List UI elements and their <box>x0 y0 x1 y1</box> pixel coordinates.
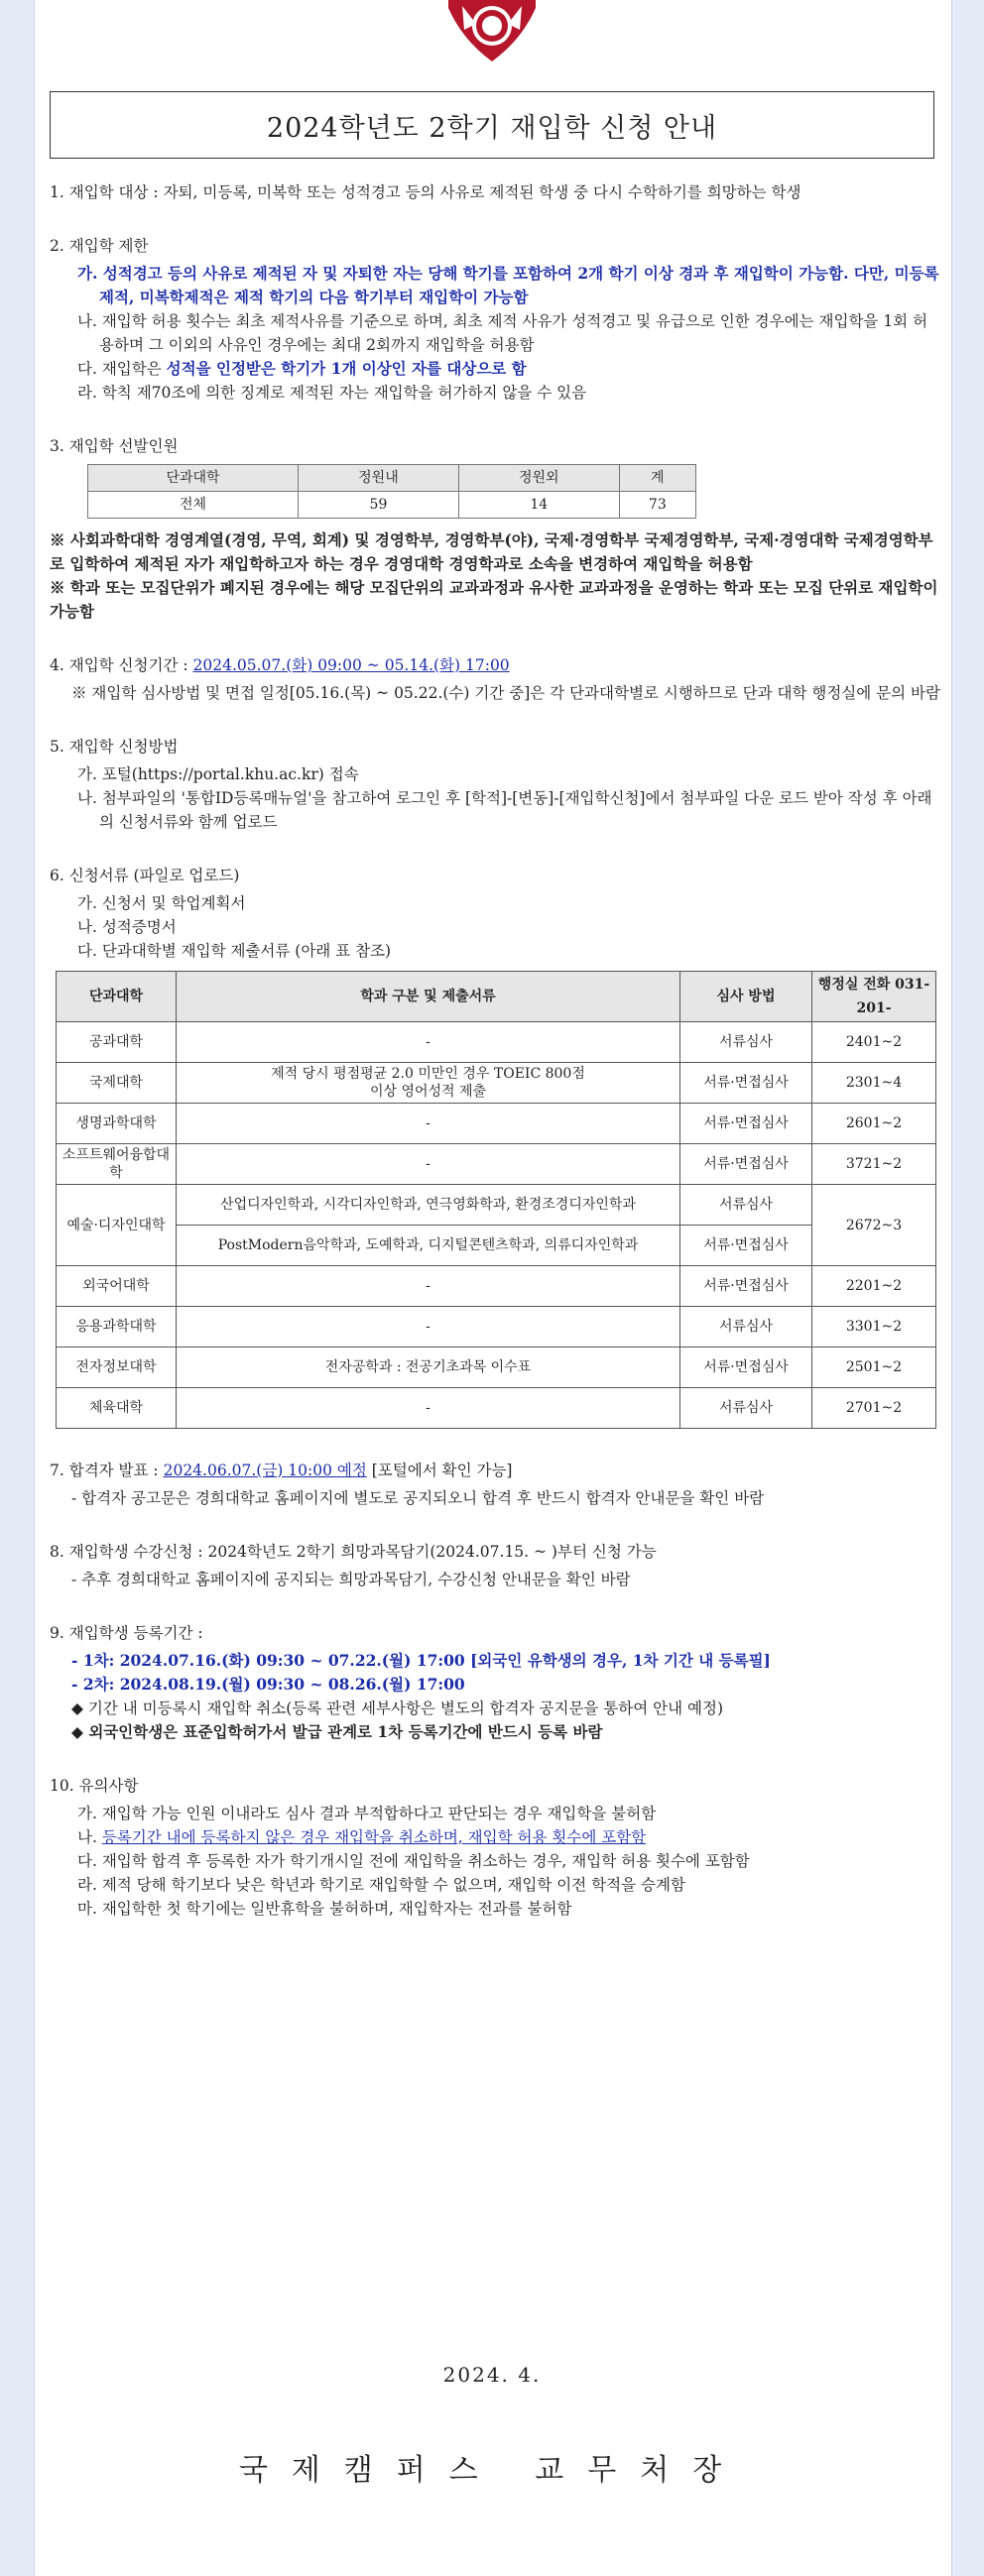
docs-cell-method: 서류·면접심사 <box>680 1063 812 1104</box>
docs-cell-dept: PostModern음악학과, 도예학과, 디지털콘텐츠학과, 의류디자인학과 <box>177 1226 680 1266</box>
table-row <box>88 492 696 519</box>
quota-table <box>87 464 696 519</box>
docs-cell-dept: 전자공학과 : 전공기초과목 이수표 <box>177 1347 680 1388</box>
docs-cell-method: 서류심사 <box>680 1185 812 1226</box>
docs-cell-phone: 2501~2 <box>812 1347 936 1388</box>
section-2-item-d: 라. 학칙 제70조에 의한 징계로 제적된 자는 재입학을 허가하지 않을 수 있음 <box>77 384 587 402</box>
section-1 <box>50 180 940 204</box>
section-3-title: 3. 재입학 선발인원 <box>50 437 179 455</box>
quota-header-total: 계 <box>619 465 695 492</box>
docs-cell-method: 서류·면접심사 <box>680 1144 812 1185</box>
quota-header-in: 정원내 <box>299 465 459 492</box>
quota-header-out: 정원외 <box>458 465 619 492</box>
docs-cell-method: 서류·면접심사 <box>680 1104 812 1144</box>
section-9 <box>50 1621 940 1744</box>
section-10-item-b-emphasis: 등록기간 내에 등록하지 않은 경우 재입학을 취소하며, 재입학 허용 횟수에 포함함 <box>101 1828 647 1846</box>
section-8 <box>50 1540 940 1591</box>
docs-cell-dept: 산업디자인학과, 시각디자인학과, 연극영화학과, 환경조경디자인학과 <box>177 1185 680 1226</box>
section-10-item-e: 마. 재입학한 첫 학기에는 일반휴학을 불허하며, 재입학자는 전과를 불허함 <box>77 1900 572 1918</box>
docs-cell-college: 외국어대학 <box>57 1266 177 1307</box>
section-2-item-c-emphasis: 성적을 인정받은 학기가 1개 이상인 자를 대상으로 함 <box>166 359 527 378</box>
table-row <box>57 1063 936 1104</box>
section-7-title-suffix: [포털에서 확인 가능] <box>366 1462 513 1479</box>
section-4 <box>50 653 940 705</box>
section-5-item-b: 나. 첨부파일의 '통합ID등록매뉴얼'을 참고하여 로그인 후 [학적]-[변동]-[재입학신청]에서 첨부파일 다운 로드 받아 작성 후 아래의 신청서류와 함께 업로드 <box>77 789 932 831</box>
docs-cell-college: 생명과학대학 <box>57 1104 177 1144</box>
section-4-note: ※ 재입학 심사방법 및 면접 일정[05.16.(목) ~ 05.22.(수) 기간 중]은 각 단과대학별로 시행하므로 단과 대학 행정실에 문의 바람 <box>71 684 940 702</box>
section-10-item-b-prefix: 나. <box>77 1828 102 1846</box>
section-3-note-2: ※ 학과 또는 모집단위가 폐지된 경우에는 해당 모집단위의 교과과정과 유사한 교과과정을 운영하는 학과 또는 모집 단위로 재입학이 가능함 <box>50 578 938 621</box>
quota-cell-in: 59 <box>299 492 459 519</box>
docs-cell-phone: 3301~2 <box>812 1307 936 1347</box>
quota-cell-total: 73 <box>619 492 695 519</box>
table-row <box>57 1266 936 1307</box>
announcement-date: 2024.06.07.(금) 10:00 예정 <box>163 1462 367 1479</box>
section-1-text: 1. 재입학 대상 : 자퇴, 미등록, 미복학 또는 성적경고 등의 사유로 제적된 학생 중 다시 수학하기를 희망하는 학생 <box>50 183 801 201</box>
docs-header-phone: 행정실 전화 031-201- <box>812 972 936 1022</box>
section-3 <box>50 434 940 624</box>
section-4-title: 4. 재입학 신청기간 : <box>50 656 193 674</box>
section-3-note-1: ※ 사회과학대학 경영계열(경영, 무역, 회계) 및 경영학부, 경영학부(야), 국제·경영학부 국제경영학부, 국제·경영대학 국제경영학부로 입학하여 제적된 자가 재입학하고자 하는 경우 경영대학 경영학과로 소속을 변경하여 재입학을 허용함 <box>50 530 933 573</box>
section-6 <box>50 864 940 1429</box>
section-2-title: 2. 재입학 제한 <box>50 237 149 255</box>
section-8-note: - 추후 경희대학교 홈페이지에 공지되는 희망과목담기, 수강신청 안내문을 확인 바람 <box>71 1571 631 1588</box>
section-6-item-b: 나. 성적증명서 <box>77 918 177 936</box>
section-10-item-c: 다. 재입학 합격 후 등록한 자가 학기개시일 전에 재입학을 취소하는 경우, 재입학 허용 횟수에 포함함 <box>77 1852 750 1870</box>
section-7-title: 7. 합격자 발표 : <box>50 1462 164 1479</box>
section-2-item-c-prefix: 다. 재입학은 <box>77 360 167 378</box>
docs-cell-college: 소프트웨어융합대학 <box>57 1144 177 1185</box>
section-9-note-2: ◆ 외국인학생은 표준입학허가서 발급 관계로 1차 등록기간에 반드시 등록 바람 <box>71 1722 603 1741</box>
quota-cell-out: 14 <box>458 492 619 519</box>
section-10-item-d: 라. 제적 당해 학기보다 낮은 학년과 학기로 재입학할 수 없으며, 재입학 이전 학적을 승계함 <box>77 1876 685 1894</box>
notice-date: 2024. 4. <box>442 2363 542 2387</box>
table-row <box>57 1185 936 1226</box>
docs-cell-method: 서류심사 <box>680 1022 812 1063</box>
quota-cell-college: 전체 <box>88 492 299 519</box>
section-2 <box>50 234 940 405</box>
docs-cell-phone: 2701~2 <box>812 1388 936 1429</box>
section-5 <box>50 735 940 834</box>
docs-cell-dept: - <box>177 1144 680 1185</box>
docs-cell-method: 서류심사 <box>680 1388 812 1429</box>
section-7 <box>50 1459 940 1510</box>
docs-cell-method: 서류·면접심사 <box>680 1266 812 1307</box>
registration-round-1: - 1차: 2024.07.16.(화) 09:30 ~ 07.22.(월) 17:00 [외국인 유학생의 경우, 1차 기간 내 등록필] <box>71 1651 771 1670</box>
docs-cell-method: 서류심사 <box>680 1307 812 1347</box>
docs-header-method: 심사 방법 <box>680 972 812 1022</box>
table-row <box>57 1104 936 1144</box>
table-row <box>57 1347 936 1388</box>
docs-cell-dept: - <box>177 1307 680 1347</box>
university-emblem-icon <box>442 0 542 63</box>
docs-header-dept: 학과 구분 및 제출서류 <box>177 972 680 1022</box>
section-5-title: 5. 재입학 신청방법 <box>50 738 179 756</box>
docs-cell-phone: 3721~2 <box>812 1144 936 1185</box>
section-8-title: 8. 재입학생 수강신청 : 2024학년도 2학기 희망과목담기(2024.07.15. ~ )부터 신청 가능 <box>50 1543 657 1561</box>
docs-cell-college: 예술·디자인대학 <box>57 1185 177 1266</box>
section-2-item-b: 나. 재입학 허용 횟수는 최초 제적사유를 기준으로 하며, 최초 제적 사유가 성적경고 및 유급으로 인한 경우에는 재입학을 1회 허용하며 그 이외의 사유인 경우에는 최대 2회까지 재입학을 허용함 <box>77 312 928 354</box>
docs-cell-phone: 2601~2 <box>812 1104 936 1144</box>
table-row <box>57 1226 936 1266</box>
section-5-item-a: 가. 포털(https://portal.khu.ac.kr) 접속 <box>77 765 359 783</box>
docs-cell-phone: 2301~4 <box>812 1063 936 1104</box>
docs-cell-college: 응용과학대학 <box>57 1307 177 1347</box>
registration-round-2: - 2차: 2024.08.19.(월) 09:30 ~ 08.26.(월) 17:00 <box>71 1675 465 1694</box>
docs-cell-method: 서류·면접심사 <box>680 1226 812 1266</box>
docs-cell-phone: 2401~2 <box>812 1022 936 1063</box>
section-10 <box>50 1774 940 1921</box>
quota-header-college: 단과대학 <box>88 465 299 492</box>
docs-cell-dept: - <box>177 1104 680 1144</box>
docs-cell-dept: - <box>177 1266 680 1307</box>
docs-cell-dept: 제적 당시 평점평균 2.0 미만인 경우 TOEIC 800점 이상 영어성적 제출 <box>177 1063 680 1104</box>
docs-cell-college: 국제대학 <box>57 1063 177 1104</box>
application-period: 2024.05.07.(화) 09:00 ~ 05.14.(화) 17:00 <box>192 656 510 674</box>
table-row <box>57 1022 936 1063</box>
docs-header-college: 단과대학 <box>57 972 177 1022</box>
section-6-item-a: 가. 신청서 및 학업계획서 <box>77 894 246 912</box>
docs-cell-dept: - <box>177 1388 680 1429</box>
docs-cell-method: 서류·면접심사 <box>680 1347 812 1388</box>
section-10-item-a: 가. 재입학 가능 인원 이내라도 심사 결과 부적합하다고 판단되는 경우 재입학을 불허함 <box>77 1805 657 1822</box>
section-6-item-c: 다. 단과대학별 재입학 제출서류 (아래 표 참조) <box>77 942 392 960</box>
section-7-note: - 합격자 공고문은 경희대학교 홈페이지에 별도로 공지되오니 합격 후 반드시 합격자 안내문을 확인 바람 <box>71 1489 765 1507</box>
table-row <box>57 1388 936 1429</box>
docs-cell-college: 공과대학 <box>57 1022 177 1063</box>
section-9-note-1: ◆ 기간 내 미등록시 재입학 취소(등록 관련 세부사항은 별도의 합격자 공지문을 통하여 안내 예정) <box>71 1699 724 1717</box>
table-row <box>57 1307 936 1347</box>
notice-body <box>50 180 940 1950</box>
docs-cell-college: 전자정보대학 <box>57 1347 177 1388</box>
section-6-title: 6. 신청서류 (파일로 업로드) <box>50 867 240 884</box>
signature: 국제캠퍼스 교무처장 <box>238 2453 746 2488</box>
docs-cell-phone: 2672~3 <box>812 1185 936 1266</box>
documents-table <box>56 971 936 1429</box>
docs-cell-dept: - <box>177 1022 680 1063</box>
table-row <box>57 1144 936 1185</box>
section-2-item-a: 가. 성적경고 등의 사유로 제적된 자 및 자퇴한 자는 당해 학기를 포함하여 2개 학기 이상 경과 후 재입학이 가능함. 다만, 미등록제적, 미복학제적은 제적 학기의 다음 학기부터 재입학이 가능함 <box>77 264 939 306</box>
docs-cell-college: 체육대학 <box>57 1388 177 1429</box>
docs-cell-phone: 2201~2 <box>812 1266 936 1307</box>
section-10-title: 10. 유의사항 <box>50 1777 139 1795</box>
page-title: 2024학년도 2학기 재입학 신청 안내 <box>50 91 934 159</box>
section-9-title: 9. 재입학생 등록기간 : <box>50 1624 203 1642</box>
